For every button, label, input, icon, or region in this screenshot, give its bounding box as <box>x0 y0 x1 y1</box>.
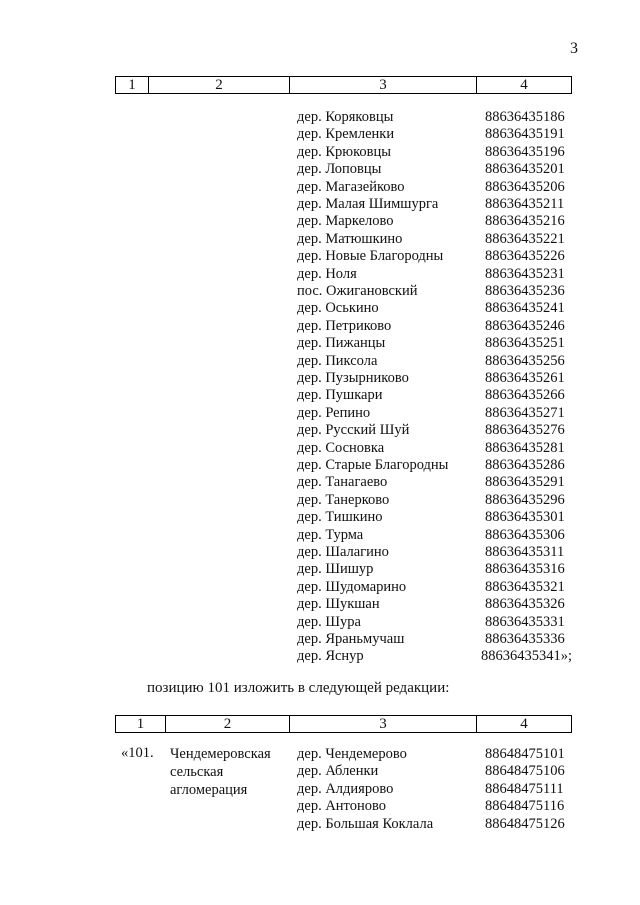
settlement-name: дер. Шишур <box>297 561 374 578</box>
settlement-name: дер. Маркелово <box>297 213 394 230</box>
oktmo-code: 88636435326 <box>485 596 565 613</box>
oktmo-code: 88636435201 <box>485 161 565 178</box>
oktmo-code: 88636435306 <box>485 526 565 543</box>
oktmo-code: 88636435251 <box>485 335 565 352</box>
settlement-name: дер. Танерково <box>297 491 390 508</box>
settlement-name: дер. Матюшкино <box>297 230 403 247</box>
oktmo-code: 88636435221 <box>485 230 565 247</box>
entry-number: «101. <box>121 745 154 761</box>
column-header-1: 1 <box>116 716 166 733</box>
settlement-name: дер. Антоново <box>297 798 386 815</box>
settlement-name: дер. Русский Шуй <box>297 422 410 439</box>
oktmo-code: 88636435316 <box>485 561 565 578</box>
oktmo-code: 88636435236 <box>485 283 565 299</box>
settlement-name: дер. Старые Благородны <box>297 457 449 473</box>
settlement-name: дер. Ноля <box>297 265 357 282</box>
settlement-name: дер. Малая Шимшурга <box>297 196 439 212</box>
oktmo-code: 88636435271 <box>485 404 565 421</box>
oktmo-code: 88648475126 <box>485 815 565 832</box>
settlement-name: дер. Петриково <box>297 317 392 334</box>
settlement-name: дер. Яраньмучаш <box>297 631 405 647</box>
settlement-name: дер. Шура <box>297 613 361 630</box>
settlement-name: дер. Чендемерово <box>297 746 407 762</box>
settlement-name: дер. Шукшан <box>297 596 380 613</box>
oktmo-code: 88636435341»; <box>481 648 573 665</box>
settlement-name: дер. Крюковцы <box>297 143 391 160</box>
agglomeration-name <box>170 745 290 799</box>
oktmo-code: 88636435216 <box>485 213 565 230</box>
settlement-name: дер. Большая Коклала <box>297 815 434 832</box>
oktmo-code: 88636435321 <box>485 578 565 595</box>
column-header-3: 3 <box>290 716 477 733</box>
oktmo-code: 88636435226 <box>485 248 565 265</box>
oktmo-code: 88636435206 <box>485 178 565 195</box>
agglomeration-name-line: сельская <box>170 764 224 780</box>
oktmo-code: 88636435336 <box>485 631 565 647</box>
table2-header <box>115 715 572 733</box>
settlement-name: дер. Коряковцы <box>297 109 394 125</box>
settlement-name: дер. Шалагино <box>297 544 389 560</box>
oktmo-code: 88636435231 <box>485 265 565 282</box>
settlement-name: дер. Яснур <box>297 648 364 665</box>
oktmo-code: 88636435211 <box>485 196 565 212</box>
oktmo-code: 88636435191 <box>485 126 565 143</box>
settlement-name: дер. Оськино <box>297 300 379 317</box>
settlement-name: дер. Сосновка <box>297 439 385 456</box>
oktmo-code: 88636435291 <box>485 474 565 491</box>
oktmo-code: 88636435241 <box>485 300 565 317</box>
settlement-name: дер. Абленки <box>297 763 379 780</box>
settlement-name: дер. Тишкино <box>297 509 383 526</box>
oktmo-code: 88636435196 <box>485 143 565 160</box>
settlement-name: дер. Турма <box>297 526 364 543</box>
page-number: 3 <box>570 40 578 57</box>
oktmo-code: 88636435266 <box>485 387 565 404</box>
settlement-name: дер. Кремленки <box>297 126 395 143</box>
settlement-name: дер. Шудомарино <box>297 578 407 595</box>
oktmo-code: 88636435246 <box>485 317 565 334</box>
oktmo-code: 88636435261 <box>485 370 565 386</box>
agglomeration-name-line: Чендемеровская <box>170 746 271 762</box>
oktmo-code: 88636435276 <box>485 422 565 439</box>
oktmo-code: 88648475106 <box>485 763 565 780</box>
oktmo-code: 88636435186 <box>485 109 565 125</box>
instruction-text: позицию 101 изложить в следующей редакции: <box>147 680 450 696</box>
oktmo-code: 88636435301 <box>485 509 565 526</box>
column-header-2: 2 <box>166 716 290 733</box>
oktmo-code: 88636435311 <box>485 544 565 560</box>
settlement-name: пос. Ожигановский <box>297 283 418 299</box>
agglomeration-name-line: агломерация <box>170 782 248 798</box>
settlement-name: дер. Пушкари <box>297 387 383 404</box>
table1-header <box>115 76 572 94</box>
oktmo-code: 88636435331 <box>485 613 565 630</box>
settlement-name: дер. Пузырниково <box>297 370 409 386</box>
oktmo-code: 88636435286 <box>485 457 565 473</box>
settlement-name: дер. Магазейково <box>297 178 405 195</box>
oktmo-code: 88648475111 <box>485 780 564 797</box>
oktmo-code: 88636435281 <box>485 439 565 456</box>
settlement-name: дер. Танагаево <box>297 474 388 491</box>
oktmo-code: 88636435296 <box>485 491 565 508</box>
settlement-name: дер. Пиксола <box>297 352 378 369</box>
oktmo-code: 88636435256 <box>485 352 565 369</box>
column-header-3: 3 <box>290 77 477 94</box>
column-header-4: 4 <box>477 77 572 94</box>
settlement-name: дер. Репино <box>297 404 371 421</box>
settlement-name: дер. Алдиярово <box>297 780 394 797</box>
column-header-4: 4 <box>477 716 572 733</box>
settlement-name: дер. Лоповцы <box>297 161 382 178</box>
column-header-2: 2 <box>149 77 290 94</box>
oktmo-code: 88648475101 <box>485 746 565 762</box>
column-header-1: 1 <box>116 77 149 94</box>
oktmo-code: 88648475116 <box>485 798 565 815</box>
settlement-name: дер. Пижанцы <box>297 335 386 352</box>
settlement-name: дер. Новые Благородны <box>297 248 444 265</box>
